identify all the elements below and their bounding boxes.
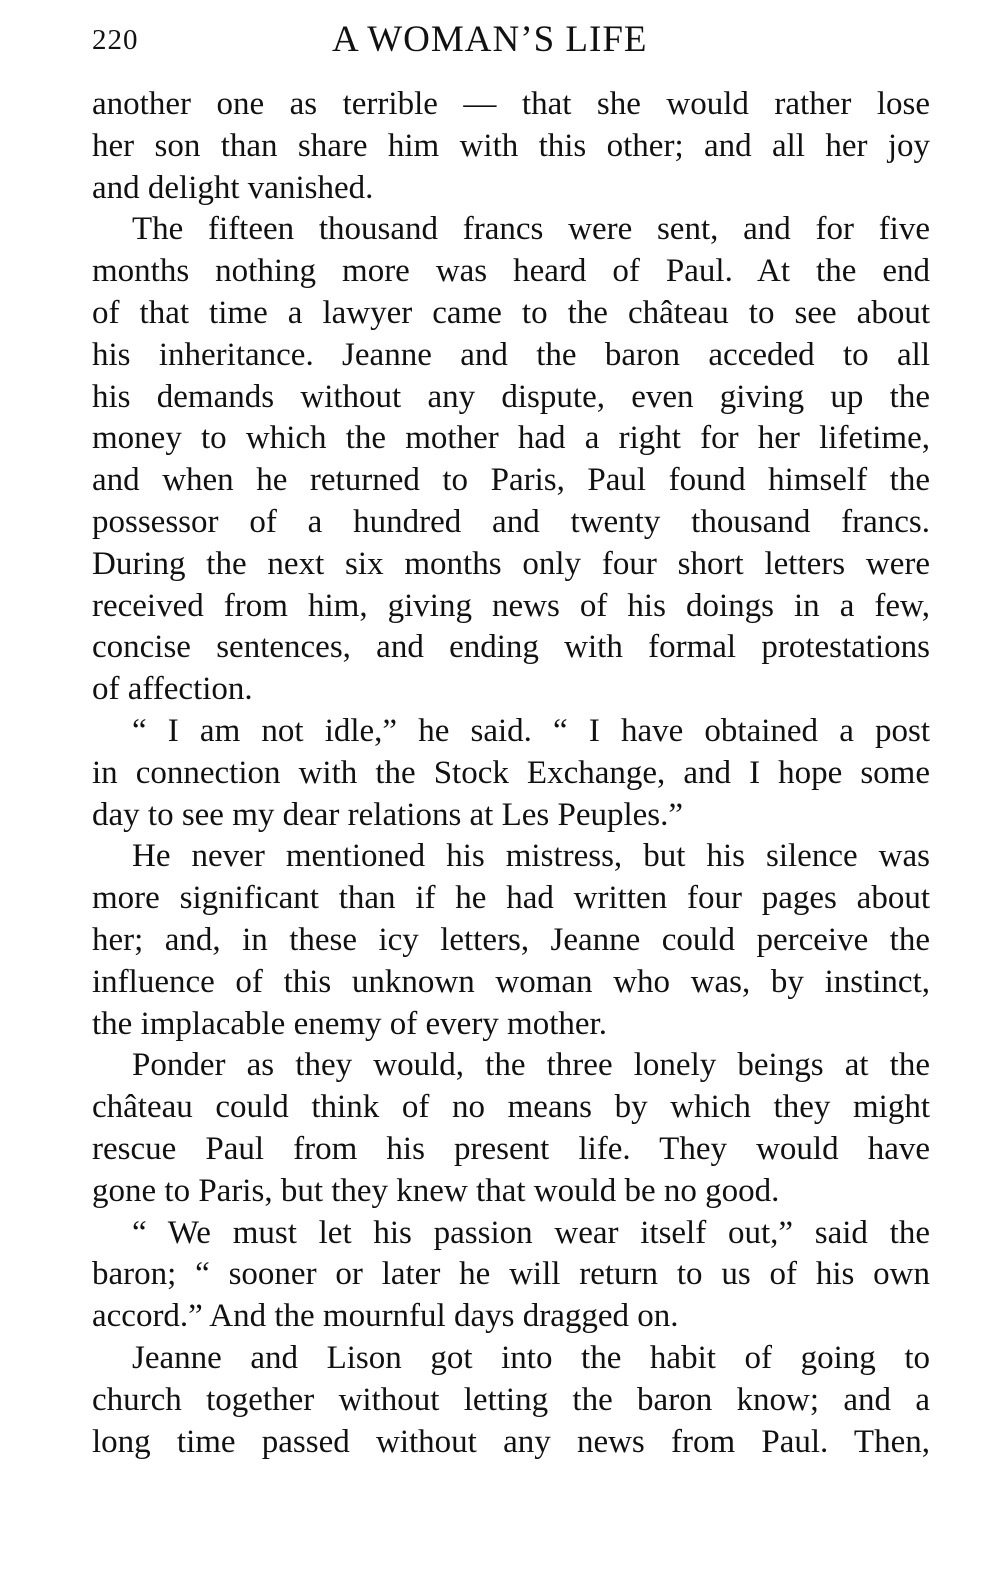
text-line: “ I am not idle,” he said. “ I have obtained a post (132, 712, 930, 749)
text-line: concise sentences, and ending with formal protestations (92, 629, 930, 666)
text-line: another one as terrible — that she would rather lose (92, 86, 930, 122)
text-line: Jeanne and Lison got into the habit of going to (132, 1339, 930, 1376)
text-line: The fifteen thousand francs were sent, and for five (132, 211, 930, 248)
text-line: “ We must let his passion wear itself out,” said the (132, 1214, 930, 1251)
text-line: received from him, giving news of his doings in a few, (92, 587, 930, 624)
paragraph (92, 84, 930, 209)
text-line: baron; “ sooner or later he will return to us of his own (92, 1256, 930, 1293)
page-header (92, 14, 932, 64)
text-line: of that time a lawyer came to the château to see about (92, 294, 930, 331)
paragraph (92, 711, 930, 836)
text-line: day to see my dear relations at Les Peuples.” (92, 796, 684, 833)
text-line: and when he returned to Paris, Paul found himself the (92, 462, 930, 499)
paragraph (92, 209, 930, 711)
text-line: money to which the mother had a right for her lifetime, (92, 420, 930, 457)
text-line: and delight vanished. (92, 169, 374, 206)
body-text (92, 84, 930, 1463)
text-line: château could think of no means by which they might (92, 1089, 930, 1126)
text-line: of affection. (92, 671, 253, 708)
text-line: in connection with the Stock Exchange, and I hope some (92, 754, 930, 791)
text-line: accord.” And the mournful days dragged on. (92, 1298, 679, 1335)
paragraph (92, 836, 930, 1045)
running-title: A WOMAN’S LIFE (332, 19, 648, 60)
text-line: influence of this unknown woman who was, by instinct, (92, 963, 930, 1000)
text-line: the implacable enemy of every mother. (92, 1005, 607, 1042)
text-line: During the next six months only four short letters were (92, 545, 930, 582)
text-line: church together without letting the baron know; and a (92, 1381, 930, 1418)
text-line: his demands without any dispute, even giving up the (92, 378, 930, 415)
text-line: her; and, in these icy letters, Jeanne could perceive the (92, 921, 930, 958)
text-line: his inheritance. Jeanne and the baron acceded to all (92, 336, 930, 373)
text-line: gone to Paris, but they knew that would be no good. (92, 1172, 780, 1209)
text-line: possessor of a hundred and twenty thousand francs. (92, 503, 930, 540)
text-line: her son than share him with this other; and all her joy (92, 127, 930, 164)
paragraph (92, 1338, 930, 1463)
text-line: more significant than if he had written four pages about (92, 880, 930, 917)
paragraph (92, 1213, 930, 1338)
paragraph (92, 1045, 930, 1212)
page-number: 220 (92, 24, 139, 56)
text-line: months nothing more was heard of Paul. At the end (92, 253, 930, 290)
text-line: rescue Paul from his present life. They would have (92, 1130, 930, 1167)
text-line: Ponder as they would, the three lonely beings at the (132, 1047, 930, 1084)
text-line: long time passed without any news from Paul. Then, (92, 1423, 930, 1460)
text-line: He never mentioned his mistress, but his silence was (132, 838, 930, 875)
